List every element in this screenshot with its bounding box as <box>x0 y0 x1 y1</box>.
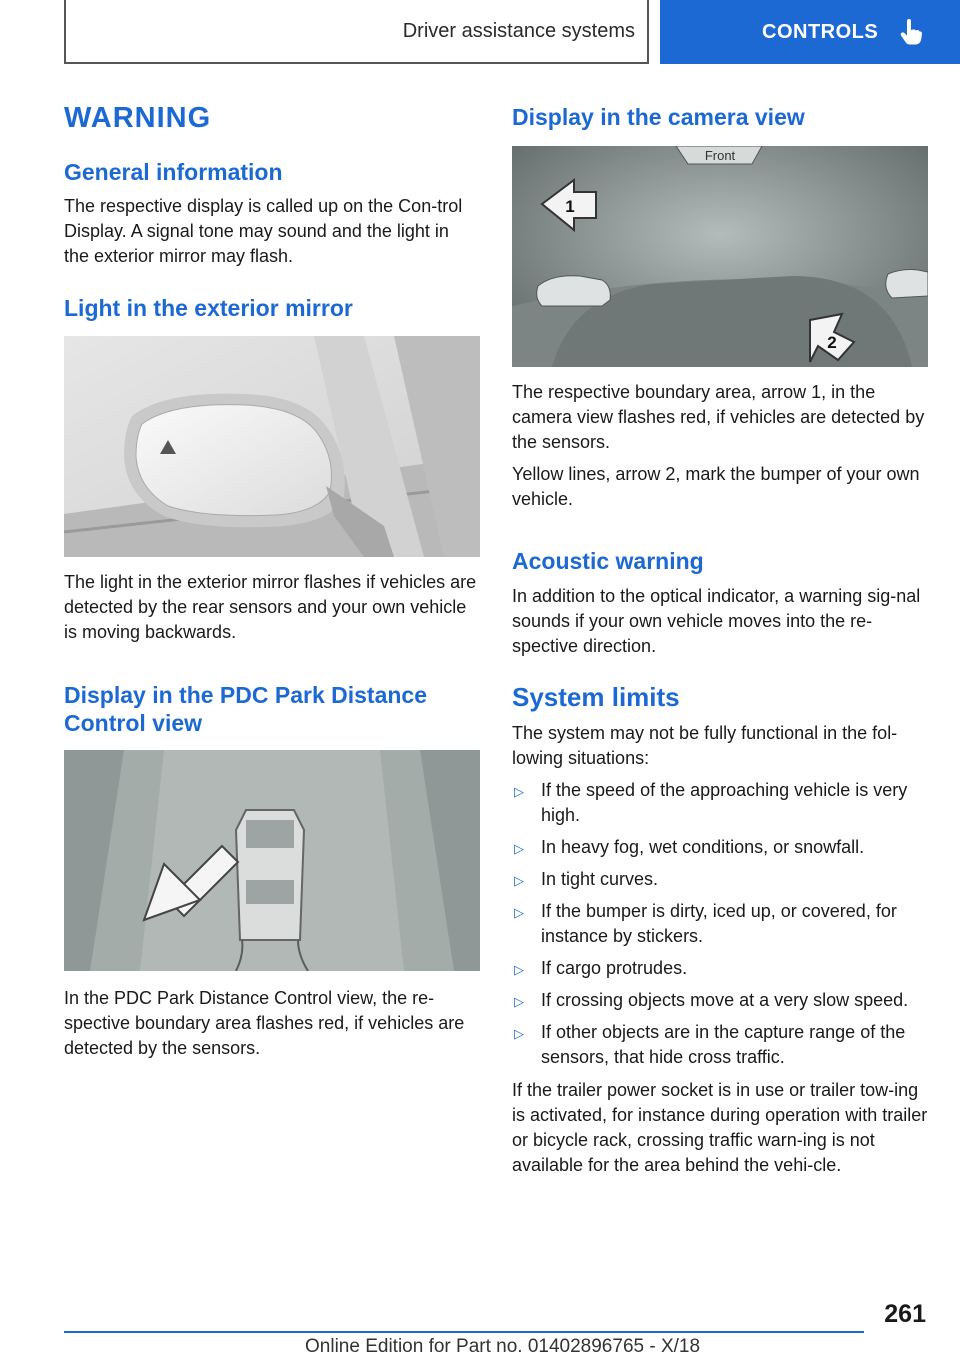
camera-view-caption: The respective boundary area, arrow 1, in the camera view flashes red, if vehicles are detected by the sensors. <box>512 382 925 452</box>
pdc-view-heading: Display in the PDC Park Distance Control view <box>64 682 428 736</box>
pdc-view-caption: In the PDC Park Distance Control view, the re-spective boundary area flashes red, if vehicles are detected by the sensors. <box>64 988 465 1058</box>
acoustic-warning-text: In addition to the optical indicator, a warning sig-nal sounds if your own vehicle moves into the re-spective direction. <box>512 586 921 656</box>
yellow-lines-caption: Yellow lines, arrow 2, mark the bumper of your own vehicle. <box>512 464 920 509</box>
footer-edition: Online Edition for Part no. 01402896765 - X/18 <box>305 1336 701 1357</box>
list-item: ▷ If cargo protrudes. <box>512 956 932 981</box>
camera-arrow-2-label: 2 <box>827 333 837 352</box>
camera-front-label: Front <box>704 148 736 163</box>
system-limits-list <box>512 778 932 1077</box>
warning-title: WARNING <box>64 102 212 134</box>
triangle-bullet-icon: ▷ <box>514 905 524 920</box>
pointing-hand-icon <box>900 19 922 45</box>
list-item: ▷ If crossing objects move at a very slow speed. <box>512 988 932 1013</box>
trailer-note: If the trailer power socket is in use or trailer tow-ing is activated, for instance during operation with trailer or bicycle rack, crossing traffic warn-ing is not available for the area behind the vehi-cle. <box>512 1080 928 1175</box>
list-item: ▷ If the bumper is dirty, iced up, or covered, for instance by stickers. <box>514 901 897 946</box>
exterior-mirror-heading: Light in the exterior mirror <box>64 295 353 321</box>
general-information-text: The respective display is called up on the Con-trol Display. A signal tone may sound and the light in the exterior mirror may flash. <box>64 196 463 266</box>
exterior-mirror-caption: The light in the exterior mirror flashes if vehicles are detected by the rear sensors and your own vehicle is moving backwards. <box>64 572 477 642</box>
triangle-bullet-icon: ▷ <box>514 994 524 1009</box>
triangle-bullet-icon: ▷ <box>514 784 524 799</box>
chapter-tab[interactable] <box>660 0 960 64</box>
list-item: ▷ In tight curves. <box>512 867 932 892</box>
list-item: ▷ In heavy fog, wet conditions, or snowfall. <box>512 835 932 860</box>
page-number: 261 <box>884 1300 926 1328</box>
general-information-heading: General information <box>64 159 283 185</box>
system-limits-intro: The system may not be fully functional in the fol-lowing situations: <box>512 723 898 768</box>
system-limits-heading: System limits <box>512 682 680 712</box>
triangle-bullet-icon: ▷ <box>514 841 524 856</box>
triangle-bullet-icon: ▷ <box>514 1026 524 1041</box>
list-item: ▷ If the speed of the approaching vehicle is very high. <box>514 780 908 825</box>
camera-arrow-1-label: 1 <box>565 197 575 216</box>
exterior-mirror-figure <box>64 336 480 557</box>
camera-view-heading: Display in the camera view <box>512 104 805 130</box>
triangle-bullet-icon: ▷ <box>514 873 524 888</box>
pdc-view-figure <box>64 750 480 971</box>
list-item: ▷ If other objects are in the capture range of the sensors, that hide cross traffic. <box>514 1022 906 1067</box>
camera-view-figure <box>512 146 928 367</box>
chapter-label: CONTROLS <box>762 20 879 43</box>
acoustic-warning-heading: Acoustic warning <box>512 548 704 574</box>
section-title: Driver assistance systems <box>402 19 635 42</box>
triangle-bullet-icon: ▷ <box>514 962 524 977</box>
footer-divider <box>64 1331 864 1333</box>
header-section-title <box>64 0 649 64</box>
